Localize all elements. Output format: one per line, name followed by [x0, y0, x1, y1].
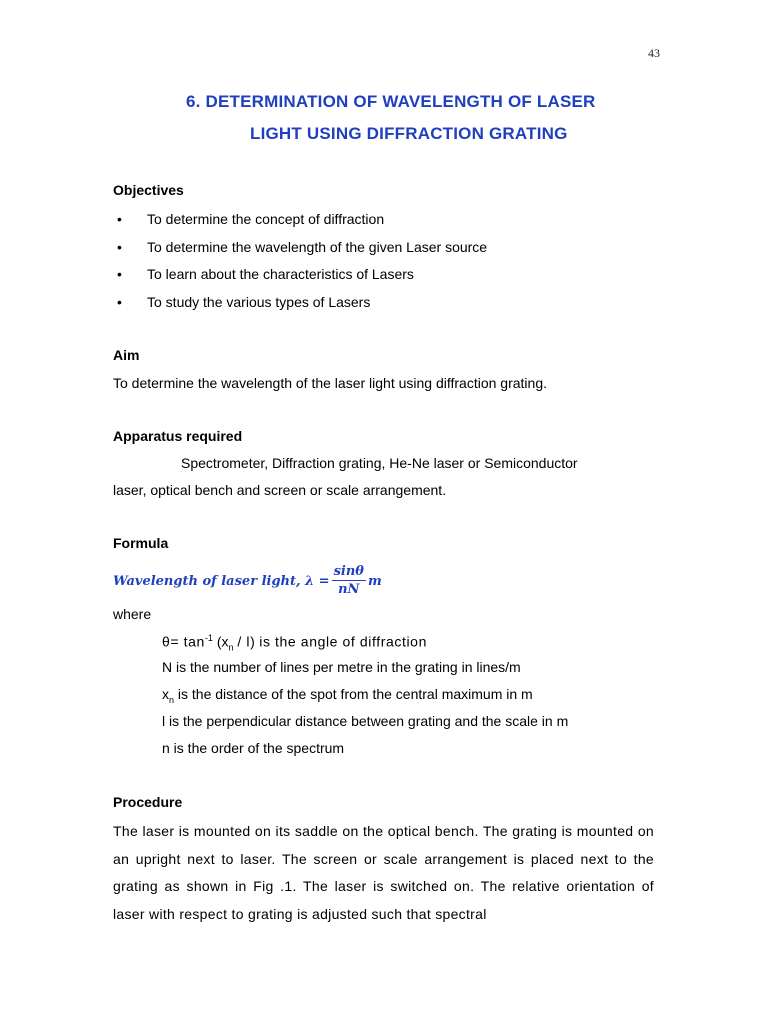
objectives-list — [113, 211, 487, 321]
wavelength-formula — [113, 561, 382, 601]
page-title-line-1: 6. DETERMINATION OF WAVELENGTH OF LASER — [186, 92, 596, 111]
procedure-text: The laser is mounted on its saddle on the optical bench. The grating is mounted on an upright next to laser. The screen or scale arrangement is placed next to the grating as shown in Fig .1. The laser is switched on. The relative orientation of laser with respect to grating is adjusted such that spectral — [113, 823, 654, 922]
bullet-icon: • — [117, 211, 122, 227]
formula-fraction — [332, 564, 366, 599]
bullet-icon: • — [117, 238, 122, 255]
apparatus-text-line-2: laser, optical bench and screen or scale arrangement. — [113, 482, 447, 498]
list-item: • To learn about the characteristics of Lasers — [117, 266, 414, 282]
bullet-icon: • — [117, 293, 122, 310]
procedure-heading: Procedure — [113, 794, 183, 810]
aim-text: To determine the wavelength of the laser light using diffraction grating. — [113, 375, 547, 391]
apparatus-text-line-1: Spectrometer, Diffraction grating, He-Ne laser or Semiconductor — [181, 455, 578, 471]
list-item: • To study the various types of Lasers — [117, 293, 371, 310]
formula-unit: m — [367, 573, 382, 589]
where-label: where — [113, 606, 152, 622]
aim-heading: Aim — [113, 347, 140, 363]
bullet-icon: • — [117, 266, 122, 282]
formula-numerator: sinθ — [333, 563, 364, 579]
order-definition: n is the order of the spectrum — [162, 740, 345, 756]
l-definition: l is the perpendicular distance between grating and the scale in m — [162, 713, 569, 729]
list-item: • To determine the concept of diffraction — [117, 211, 385, 227]
theta-definition: $\theta= \tan^{-1} (x_n / l)$ is the angle of diffraction — [162, 633, 427, 653]
formula-heading: Formula — [113, 535, 169, 551]
page-number: 43 — [648, 46, 660, 60]
objectives-heading: Objectives — [113, 182, 184, 198]
formula-denominator: nN — [338, 581, 360, 597]
apparatus-heading: Apparatus required — [113, 428, 243, 444]
xn-definition: $x_n$ is the distance of the spot from the central maximum in m — [162, 686, 533, 705]
page-title-line-2: LIGHT USING DIFFRACTION GRATING — [250, 124, 568, 143]
formula-lhs: Wavelength of laser light, λ = — [113, 573, 330, 589]
n-lines-definition: N is the number of lines per metre in the grating in lines/m — [162, 659, 521, 675]
list-item: • To determine the wavelength of the given Laser source — [117, 238, 488, 255]
